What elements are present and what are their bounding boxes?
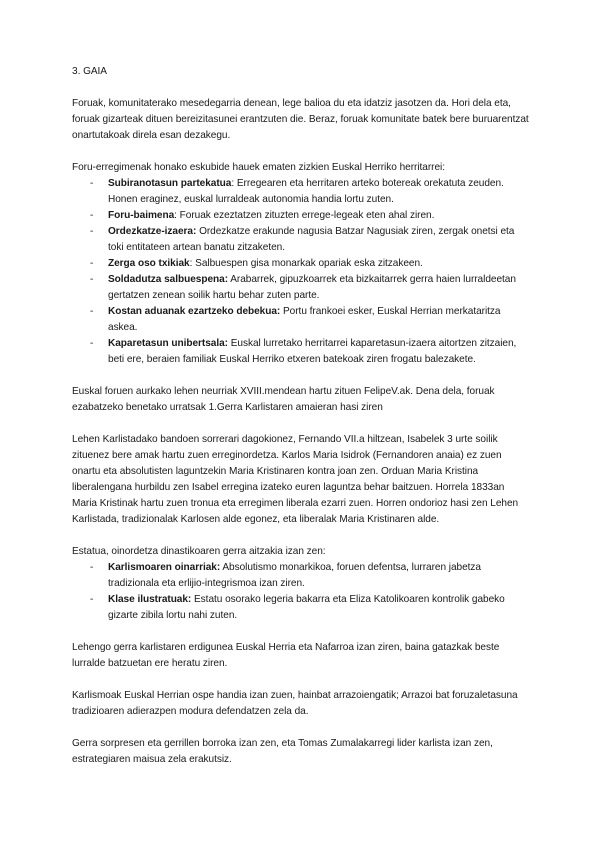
rights-list: [72, 176, 532, 368]
list-item-term: Foru-baimena: [108, 210, 175, 221]
list-bullet: -: [90, 306, 94, 317]
war-causes-list-intro: Estatua, oinordetza dinastikoaren gerra aitzakia izan zen:: [72, 546, 326, 557]
list-item-text: Arabarrek, gipuzkoarrek eta bizkaitarrek gerra haien lurraldeetan gertatzen zenean soilik hartu behar zuten parte.: [108, 274, 516, 301]
list-bullet: -: [90, 338, 94, 349]
list-item-term: Subiranotasun partekatua: [108, 178, 232, 189]
list-bullet: -: [90, 274, 94, 285]
list-item: [72, 592, 532, 624]
rights-list-intro: Foru-erregimenak honako eskubide hauek ematen zizkien Euskal Herriko herritarrei:: [72, 162, 445, 173]
list-item: [72, 272, 532, 304]
list-item-text: : Erregearen eta herritaren arteko botereak orekatuta zeuden. Honen eraginez, euskal lurraldeak autonomia handia lortu zuten.: [108, 178, 504, 205]
list-item-term: Kaparetasun unibertsala:: [108, 338, 228, 349]
paragraph-first-carlist-war: Lehen Karlistadako bandoen sorrerari dagokionez, Fernando VII.a hiltzean, Isabelek 3 urte soilik zituenez bere amak hartu zuen erreginordetza. Karlos Maria Isidrok (Fernandoren anaia) ez zuen onartu eta absolutisten laguntzekin Maria Kristinaren kontra joan zen. Orduan Maria Kristina liberalengana hurbildu zen Isabel erregina izateko euren laguntza behar baitzuen. Horrela 1833an Maria Kristinak hartu zuen tronua eta erregimen liberala ezarri zuen. Horren ondorioz hasi zen Lehen Karlistada, tradizionalak Karlosen alde egonez, eta liberalak Maria Kristinaren alde.: [72, 434, 519, 525]
list-bullet: -: [90, 594, 94, 605]
war-causes-list: [72, 560, 532, 624]
list-item-term: Karlismoaren oinarriak:: [108, 562, 221, 573]
list-bullet: -: [90, 562, 94, 573]
page-title: 3. GAIA: [72, 66, 107, 77]
list-item-text: : Foruak ezeztatzen zituzten errege-legeak eten ahal ziren.: [174, 210, 435, 221]
paragraph-zumalakarregi: Gerra sorpresen eta gerrillen borroka izan zen, eta Tomas Zumalakarregi lider karlista izan zen, estrategiaren maisua zela erakutsiz.: [72, 738, 493, 765]
list-item-text: : Salbuespen gisa monarkak opariak eska zitzakeen.: [189, 258, 423, 269]
list-bullet: -: [90, 258, 94, 269]
list-item: [72, 224, 532, 256]
list-bullet: -: [90, 178, 94, 189]
list-item-term: Klase ilustratuak:: [108, 594, 192, 605]
list-item: [72, 560, 532, 592]
list-item-term: Soldadutza salbuespena:: [108, 274, 228, 285]
list-item-term: Zerga oso txikiak: [108, 258, 190, 269]
list-item: [72, 208, 532, 224]
list-item: [72, 256, 532, 272]
list-item-text: Euskal lurretako herritarrei kaparetasun-izaera aitortzen zitzaien, beti ere, beraien familiak Euskal Herriko etxeren batekoak ziren frogatu balezakete.: [108, 338, 517, 365]
list-item-term: Ordezkatze-izaera:: [108, 226, 197, 237]
list-item: [72, 304, 532, 336]
list-item: [72, 336, 532, 368]
list-item-term: Kostan aduanak ezartzeko debekua:: [108, 306, 281, 317]
list-item: [72, 176, 532, 208]
list-item-text: Absolutismo monarkikoa, foruen defentsa, lurraren jabetza tradizionala eta erlijio-integrismoa izan ziren.: [108, 562, 481, 589]
list-item-text: Estatu osorako legeria bakarra eta Eliza Katolikoaren kontrolik gabeko gizarte zibila lortu nahi zuten.: [108, 594, 505, 621]
list-bullet: -: [90, 210, 94, 221]
list-item-text: Portu frankoei esker, Euskal Herrian merkataritza askea.: [108, 306, 501, 333]
document-body: [72, 64, 532, 784]
paragraph-first-measures: Euskal foruen aurkako lehen neurriak XVIII.mendean hartu zituen FelipeV.ak. Dena dela, foruak ezabatzeko benetako urratsak 1.Gerra Karlistaren amaieran hasi ziren: [72, 386, 495, 413]
paragraph-carlism-popularity: Karlismoak Euskal Herrian ospe handia izan zuen, hainbat arrazoiengatik; Arrazoi bat foruzaletasuna tradizioaren adierazpen modura defendatzen zela da.: [72, 690, 518, 717]
list-bullet: -: [90, 226, 94, 237]
list-item-text: Ordezkatze erakunde nagusia Batzar Nagusiak ziren, zergak onetsi eta toki entitateen artean banatu zitzaketen.: [108, 226, 515, 253]
paragraph-war-center: Lehengo gerra karlistaren erdigunea Euskal Herria eta Nafarroa izan ziren, baina gatazkak beste lurralde batzuetan ere heratu ziren.: [72, 642, 500, 669]
paragraph-fueros-intro: Foruak, komunitaterako mesedegarria denean, lege balioa du eta idatziz jasotzen da. Hori dela eta, foruak gizarteak dituen bereizitasunei erantzuten die. Beraz, foruak komunitate batek bere buruarentzat onartutakoak direla esan dezakegu.: [72, 98, 529, 141]
